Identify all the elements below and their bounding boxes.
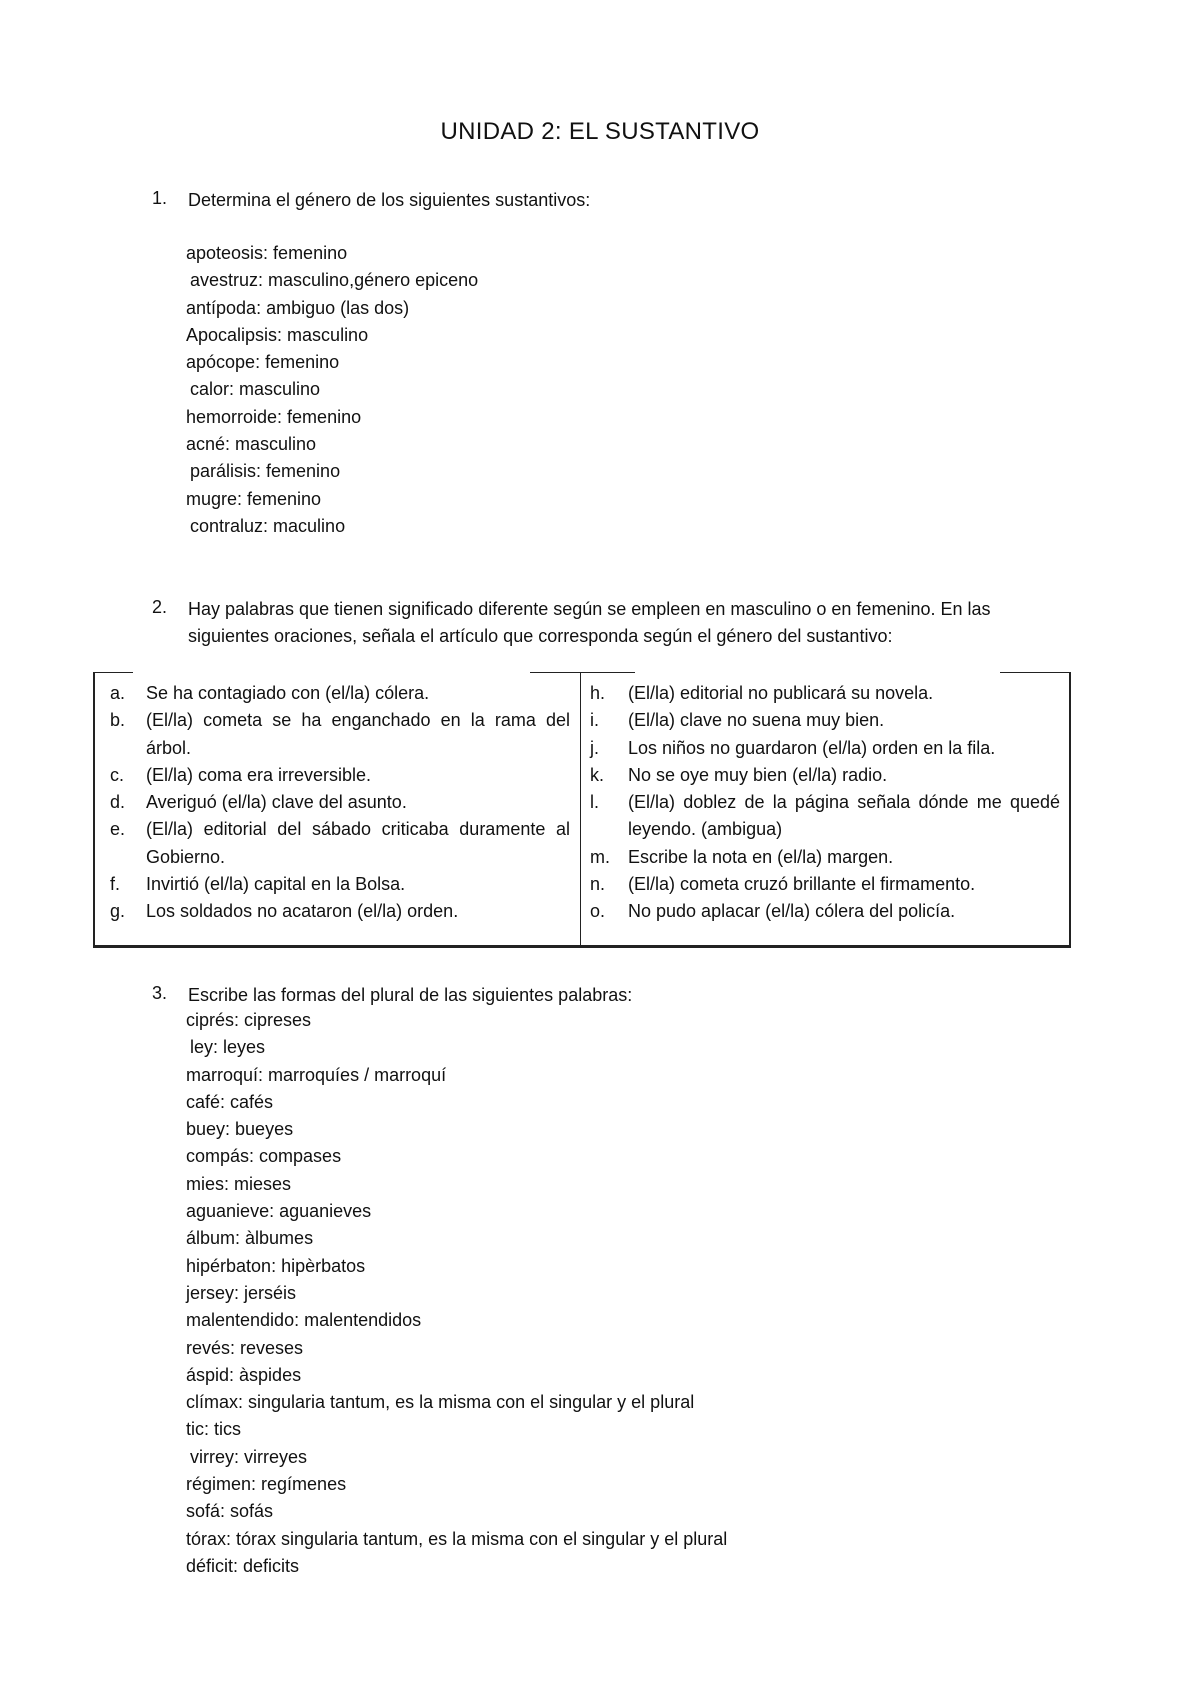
- list-item: [590, 789, 1060, 844]
- list-item: [110, 898, 570, 925]
- list-item: marroquí: marroquíes / marroquí: [186, 1064, 447, 1085]
- list-item: parálisis: femenino: [190, 461, 341, 482]
- list-item: acné: masculino: [186, 434, 317, 455]
- item-text: Averiguó (el/la) clave del asunto.: [146, 792, 407, 813]
- list-item: jersey: jerséis: [186, 1282, 297, 1303]
- list-item: Apocalipsis: masculino: [186, 324, 369, 345]
- list-item: apoteosis: femenino: [186, 243, 348, 263]
- list-item: café: cafés: [186, 1091, 274, 1112]
- item-letter: l.: [590, 792, 599, 813]
- question-3-number: 3.: [152, 983, 168, 1003]
- item-text: No pudo aplacar (el/la) cólera del policía.: [628, 901, 956, 922]
- question-1-number: 1.: [152, 188, 168, 208]
- item-text: Se ha contagiado con (el/la) cólera.: [146, 683, 430, 703]
- list-item: virrey: virreyes: [190, 1446, 308, 1467]
- list-item: [110, 789, 570, 816]
- page-title: UNIDAD 2: EL SUSTANTIVO: [440, 118, 760, 145]
- item-text: Escribe la nota en (el/la) margen.: [628, 846, 894, 867]
- list-item: avestruz: masculino,género epiceno: [190, 270, 479, 291]
- list-item: [590, 844, 1060, 871]
- list-item: contraluz: maculino: [190, 515, 346, 536]
- list-item: mugre: femenino: [186, 488, 322, 509]
- question-3-answers: [186, 1007, 727, 1580]
- list-item: [590, 735, 1060, 762]
- list-item: [110, 707, 570, 762]
- question-2-line-2: siguientes oraciones, señala el artículo que corresponda según el género del sustantivo:: [188, 626, 893, 646]
- item-letter: a.: [110, 683, 126, 703]
- item-letter: n.: [590, 874, 606, 895]
- list-item: hemorroide: femenino: [186, 406, 362, 427]
- item-letter: b.: [110, 710, 126, 731]
- list-item: tic: tics: [186, 1419, 242, 1440]
- list-item: [590, 898, 1060, 925]
- item-text: Los niños no guardaron (el/la) orden en la fila.: [628, 737, 996, 758]
- item-text: (El/la) clave no suena muy bien.: [628, 710, 885, 731]
- list-item: ley: leyes: [190, 1037, 266, 1058]
- item-text: Los soldados no acataron (el/la) orden.: [146, 901, 459, 922]
- item-text: (El/la) doblez de la página señala dónde me quedé leyendo. (ambigua): [628, 792, 1060, 840]
- list-item: álbum: àlbumes: [186, 1228, 314, 1249]
- list-item: [590, 707, 1060, 734]
- list-item: [110, 871, 570, 898]
- item-text: (El/la) cometa cruzó brillante el firmamento.: [628, 874, 976, 895]
- list-item: antípoda: ambiguo (las dos): [186, 297, 410, 318]
- question-2-number: 2.: [152, 597, 168, 617]
- list-item: sofá: sofás: [186, 1501, 274, 1522]
- question-2-line-1: Hay palabras que tienen significado diferente según se empleen en masculino o en femenino. En las: [188, 599, 991, 619]
- item-text: (El/la) coma era irreversible.: [146, 764, 372, 785]
- item-letter: i.: [590, 710, 599, 731]
- item-letter: j.: [590, 737, 599, 758]
- list-item: aguanieve: aguanieves: [186, 1201, 372, 1222]
- item-letter: k.: [590, 764, 605, 785]
- exercise-column-right: [590, 680, 1060, 926]
- list-item: áspid: àspides: [186, 1364, 302, 1385]
- list-item: [590, 762, 1060, 789]
- question-1-answers: [186, 240, 478, 540]
- list-item: régimen: regímenes: [186, 1474, 347, 1495]
- item-letter: o.: [590, 901, 606, 922]
- list-item: [110, 816, 570, 871]
- list-item: [110, 680, 570, 707]
- list-item: revés: reveses: [186, 1337, 304, 1358]
- item-text: (El/la) cometa se ha enganchado en la rama del árbol.: [146, 710, 570, 758]
- list-item: clímax: singularia tantum, es la misma con el singular y el plural: [186, 1392, 695, 1413]
- question-2-text: [188, 596, 1088, 650]
- list-item: mies: mieses: [186, 1173, 292, 1194]
- list-item: déficit: deficits: [186, 1555, 300, 1576]
- question-1-text: Determina el género de los siguientes sustantivos:: [188, 190, 591, 210]
- item-letter: c.: [110, 764, 125, 785]
- list-item: [110, 762, 570, 789]
- list-item: tórax: tórax singularia tantum, es la misma con el singular y el plural: [186, 1528, 728, 1549]
- list-item: ciprés: cipreses: [186, 1010, 312, 1030]
- list-item: buey: bueyes: [186, 1119, 294, 1140]
- list-item: compás: compases: [186, 1146, 342, 1167]
- item-letter: e.: [110, 819, 126, 840]
- list-item: [590, 680, 1060, 707]
- list-item: [590, 871, 1060, 898]
- item-letter: m.: [590, 846, 610, 867]
- list-item: apócope: femenino: [186, 352, 340, 373]
- list-item: malentendido: malentendidos: [186, 1310, 422, 1331]
- item-letter: g.: [110, 901, 126, 922]
- item-letter: d.: [110, 792, 126, 813]
- item-text: Invirtió (el/la) capital en la Bolsa.: [146, 874, 406, 895]
- item-text: No se oye muy bien (el/la) radio.: [628, 764, 888, 785]
- item-text: (El/la) editorial no publicará su novela.: [628, 683, 934, 703]
- list-item: calor: masculino: [190, 379, 321, 400]
- item-text: (El/la) editorial del sábado criticaba duramente al Gobierno.: [146, 819, 570, 867]
- exercise-column-left: [110, 680, 570, 926]
- list-item: hipérbaton: hipèrbatos: [186, 1255, 366, 1276]
- column-divider: [580, 672, 581, 948]
- item-letter: h.: [590, 683, 606, 703]
- question-3-text: Escribe las formas del plural de las siguientes palabras:: [188, 985, 633, 1005]
- item-letter: f.: [110, 874, 121, 895]
